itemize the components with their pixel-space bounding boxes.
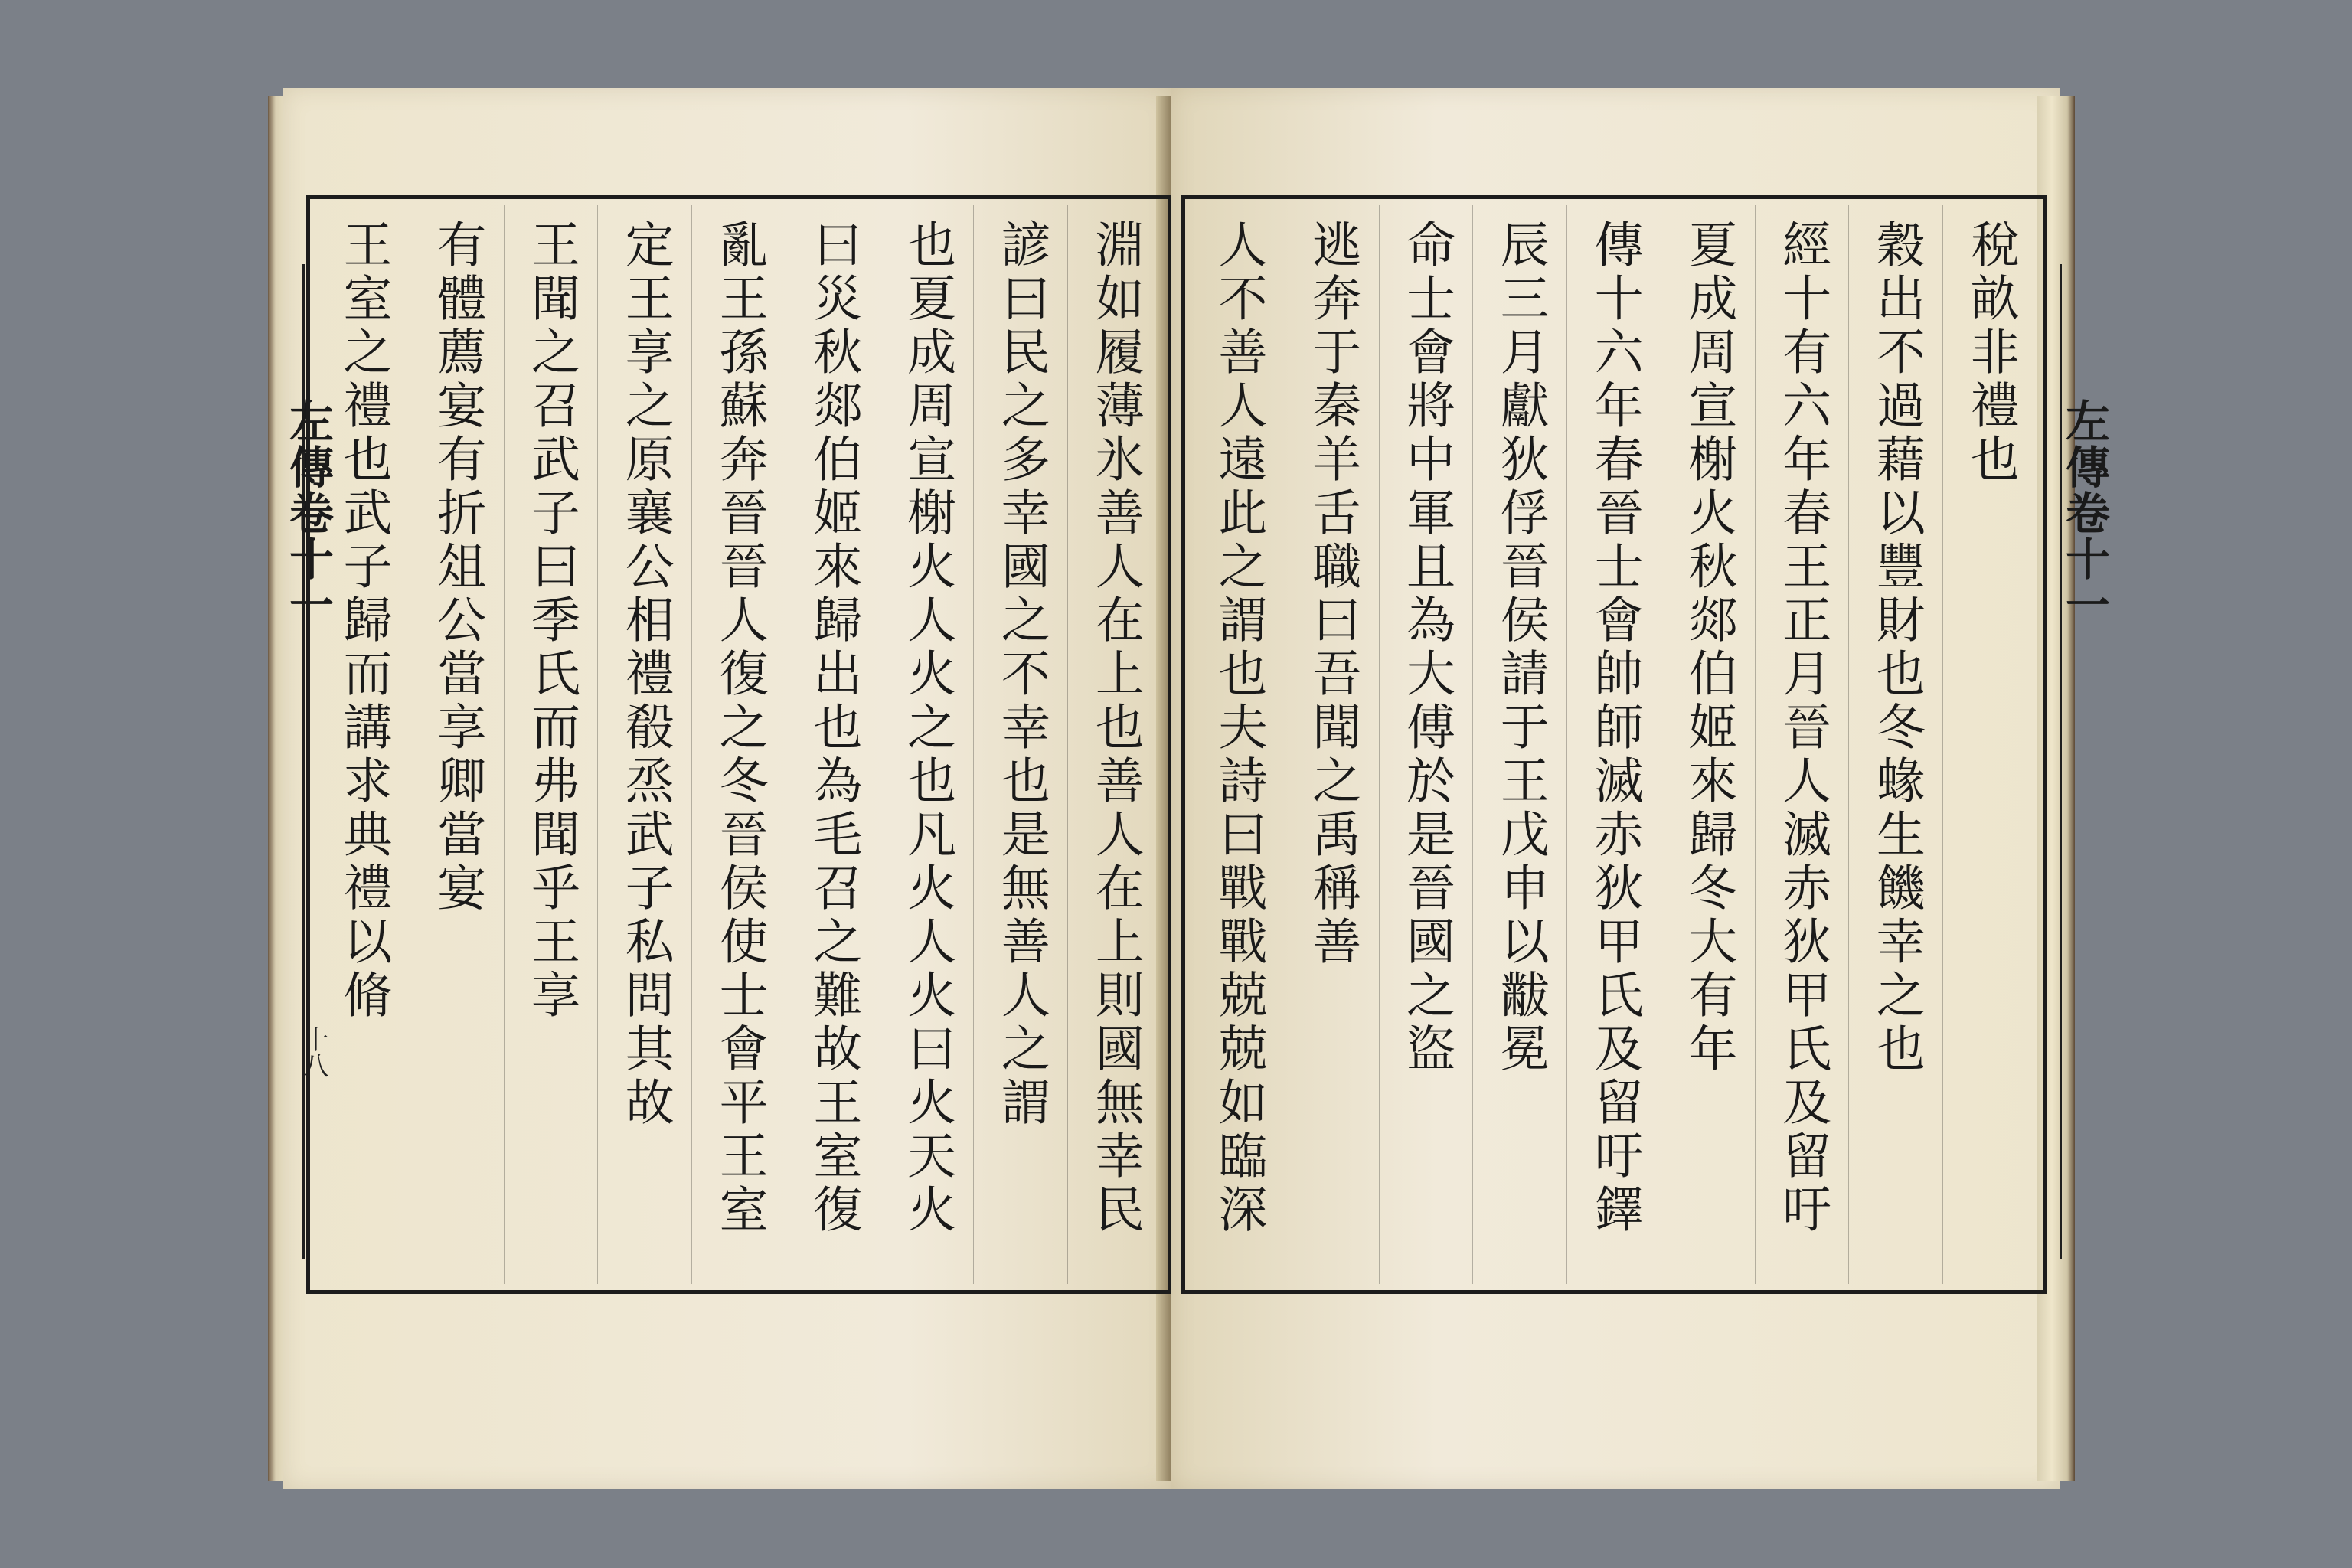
right-col-3-text: 經十有六年春王正月晉人滅赤狄甲氏及留吁 <box>1774 219 1831 1237</box>
left-margin-title: 左傳卷十一 <box>282 398 334 628</box>
left-col-6-text: 定王享之原襄公相禮殽烝武子私問其故 <box>616 219 674 1130</box>
left-col-3-text: 也夏成周宣榭火人火之也凡火人火曰火天火 <box>899 219 956 1237</box>
left-col-9 <box>316 205 410 1284</box>
left-col-7-text: 王聞之召武子曰季氏而弗聞乎王享 <box>523 219 580 1023</box>
right-col-9 <box>1191 205 1285 1284</box>
right-col-7 <box>1379 205 1473 1284</box>
left-col-6 <box>597 205 691 1284</box>
right-col-1 <box>1942 205 2037 1284</box>
right-col-2 <box>1848 205 1942 1284</box>
right-col-5-text: 傳十六年春晉士會帥師滅赤狄甲氏及留吁鐸 <box>1586 219 1643 1237</box>
right-margin-title: 左傳卷十一 <box>2058 398 2110 628</box>
right-col-8 <box>1285 205 1379 1284</box>
left-col-8 <box>410 205 504 1284</box>
right-col-8-text: 逃奔于秦羊舌職曰吾聞之禹稱善 <box>1304 219 1361 969</box>
right-col-4-text: 夏成周宣榭火秋郯伯姬來歸冬大有年 <box>1680 219 1737 1076</box>
left-columns <box>316 205 1161 1284</box>
left-col-2-text: 諺曰民之多幸國之不幸也是無善人之謂 <box>992 219 1050 1130</box>
left-col-5-text: 亂王孫蘇奔晉晉人復之冬晉侯使士會平王室 <box>710 219 768 1237</box>
left-col-7 <box>504 205 598 1284</box>
right-col-7-text: 命士會將中軍且為大傅於是晉國之盜 <box>1398 219 1455 1076</box>
left-col-1-text: 淵如履薄氷善人在上也善人在上則國無幸民 <box>1086 219 1144 1237</box>
left-col-2 <box>973 205 1067 1284</box>
left-col-9-text: 王室之禮也武子歸而講求典禮以脩 <box>335 219 392 1023</box>
left-col-3 <box>880 205 974 1284</box>
left-col-4 <box>786 205 880 1284</box>
right-col-6-text: 辰三月獻狄俘晉侯請于王戊申以黻冕 <box>1491 219 1549 1076</box>
left-col-8-text: 有體薦宴有折俎公當享卿當宴 <box>429 219 486 916</box>
left-folio-number: 十八 <box>298 1026 328 1078</box>
right-col-6 <box>1472 205 1566 1284</box>
left-text-frame <box>306 195 1171 1294</box>
right-col-9-text: 人不善人遠此之謂也夫詩曰戰戰兢兢如臨深 <box>1210 219 1267 1237</box>
right-col-3 <box>1755 205 1849 1284</box>
right-col-5 <box>1566 205 1661 1284</box>
left-col-4-text: 曰災秋郯伯姬來歸出也為毛召之難故王室復 <box>805 219 862 1237</box>
right-col-1-text: 稅畝非禮也 <box>1962 219 2019 487</box>
right-columns <box>1191 205 2037 1284</box>
right-col-4 <box>1661 205 1755 1284</box>
left-col-5 <box>691 205 786 1284</box>
right-col-2-text: 穀出不過藉以豐財也冬蝝生饑幸之也 <box>1867 219 1925 1076</box>
left-col-1 <box>1067 205 1161 1284</box>
right-text-frame <box>1181 195 2047 1294</box>
